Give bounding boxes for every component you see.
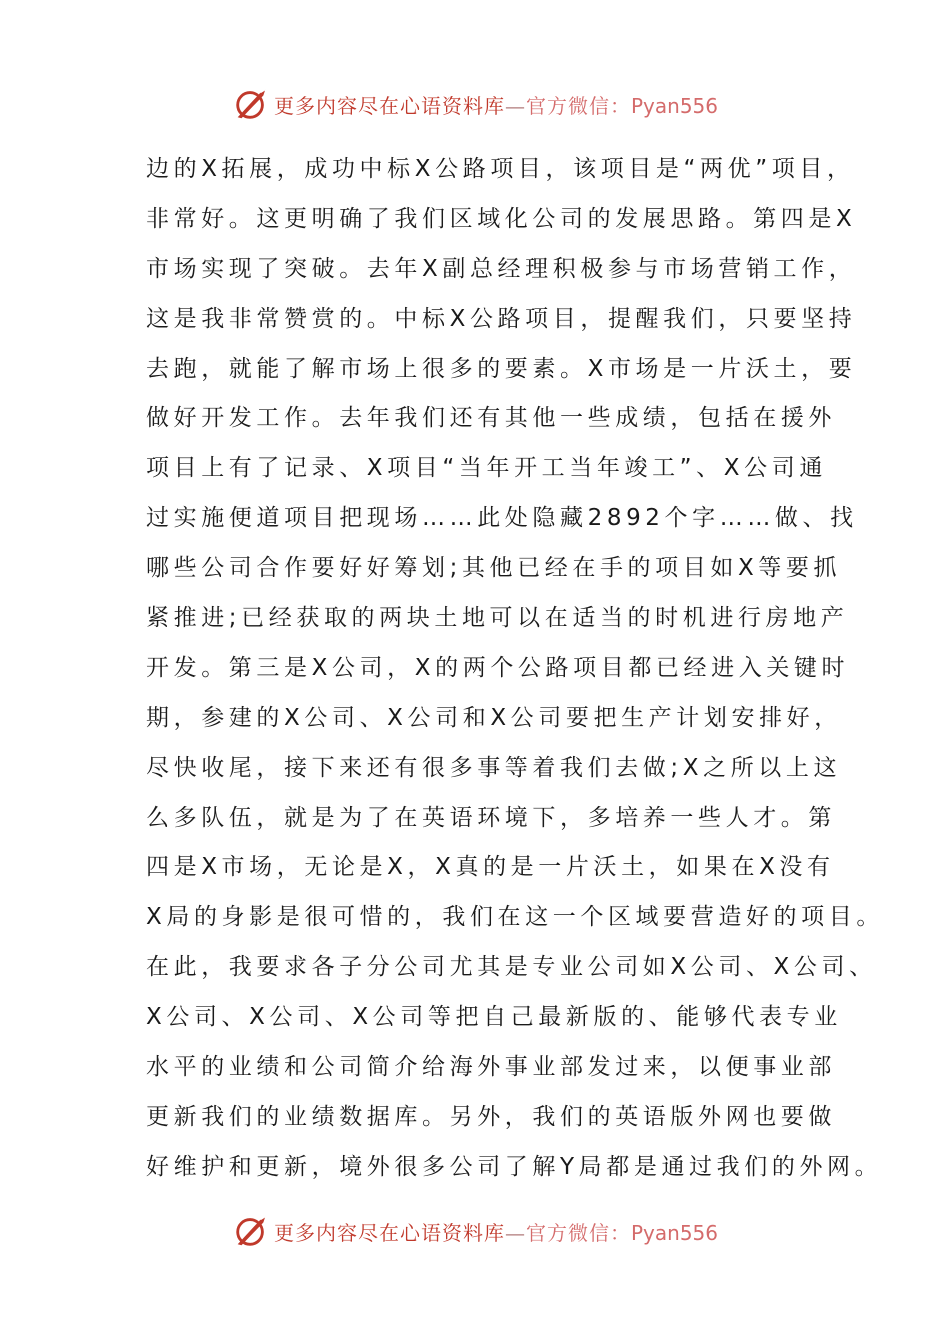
text-line: X局的身影是很可惜的，我们在这一个区域要营造好的项目。 (146, 904, 884, 931)
text-line: 这是我非常赞赏的。中标X公路项目，提醒我们，只要坚持 (146, 305, 857, 332)
text-line: 四是X市场，无论是X，X真的是一片沃土，如果在X没有 (146, 854, 835, 881)
text-line: 过实施便道项目把现场……此处隐藏2892个字……做、找 (146, 505, 858, 532)
footer-brand: 更多内容尽在心语资料库 (273, 1220, 505, 1245)
text-line: 水平的业绩和公司简介给海外事业部发过来，以便事业部 (146, 1054, 836, 1081)
text-line: 市场实现了突破。去年X副总经理积极参与市场营销工作， (146, 255, 857, 282)
document-body (146, 145, 884, 1193)
footer-banner (0, 1211, 950, 1251)
header-wechat-label: 官方微信： (525, 93, 631, 118)
text-line: 做好开发工作。去年我们还有其他一些成绩，包括在援外 (146, 405, 836, 432)
text-line: 么多队伍，就是为了在英语环境下，多培养一些人才。第 (146, 804, 836, 831)
text-line: 尽快收尾，接下来还有很多事等着我们去做;X之所以上这 (146, 754, 842, 781)
text-line: 边的X拓展，成功中标X公路项目，该项目是“两优”项目， (146, 156, 855, 182)
header-brand: 更多内容尽在心语资料库 (273, 93, 505, 118)
quill-pen-logo-icon (232, 1212, 270, 1250)
footer-wechat-id: Pyan556 (630, 1220, 718, 1245)
text-line: 更新我们的业绩数据库。另外，我们的英语版外网也要做 (146, 1103, 836, 1130)
header-wechat-id: Pyan556 (630, 93, 718, 118)
text-line: 紧推进;已经获取的两块土地可以在适当的时机进行房地产 (146, 605, 849, 632)
text-line: 项目上有了记录、X项目“当年开工当年竣工”、X公司通 (146, 455, 827, 482)
text-line: 非常好。这更明确了我们区域化公司的发展思路。第四是X (146, 205, 857, 232)
text-line: 好维护和更新，境外很多公司了解Y局都是通过我们的外网。 (146, 1153, 883, 1180)
text-line: 去跑，就能了解市场上很多的要素。X市场是一片沃土，要 (146, 355, 857, 382)
header-separator: — (504, 93, 526, 118)
quill-pen-logo-icon (232, 85, 270, 123)
text-line: X公司、X公司、X公司等把自己最新版的、能够代表专业 (146, 1004, 842, 1031)
text-line: 开发。第三是X公司，X的两个公路项目都已经进入关键时 (146, 654, 850, 681)
footer-separator: — (504, 1220, 526, 1245)
header-text (274, 90, 718, 119)
footer-wechat-label: 官方微信： (525, 1220, 631, 1245)
text-line: 在此，我要求各子分公司尤其是专业公司如X公司、X公司、 (146, 954, 877, 981)
text-line: 期，参建的X公司、X公司和X公司要把生产计划安排好， (146, 704, 842, 731)
header-banner (0, 84, 950, 124)
footer-text (274, 1217, 718, 1246)
text-line: 哪些公司合作要好好筹划;其他已经在手的项目如X等要抓 (146, 555, 842, 582)
